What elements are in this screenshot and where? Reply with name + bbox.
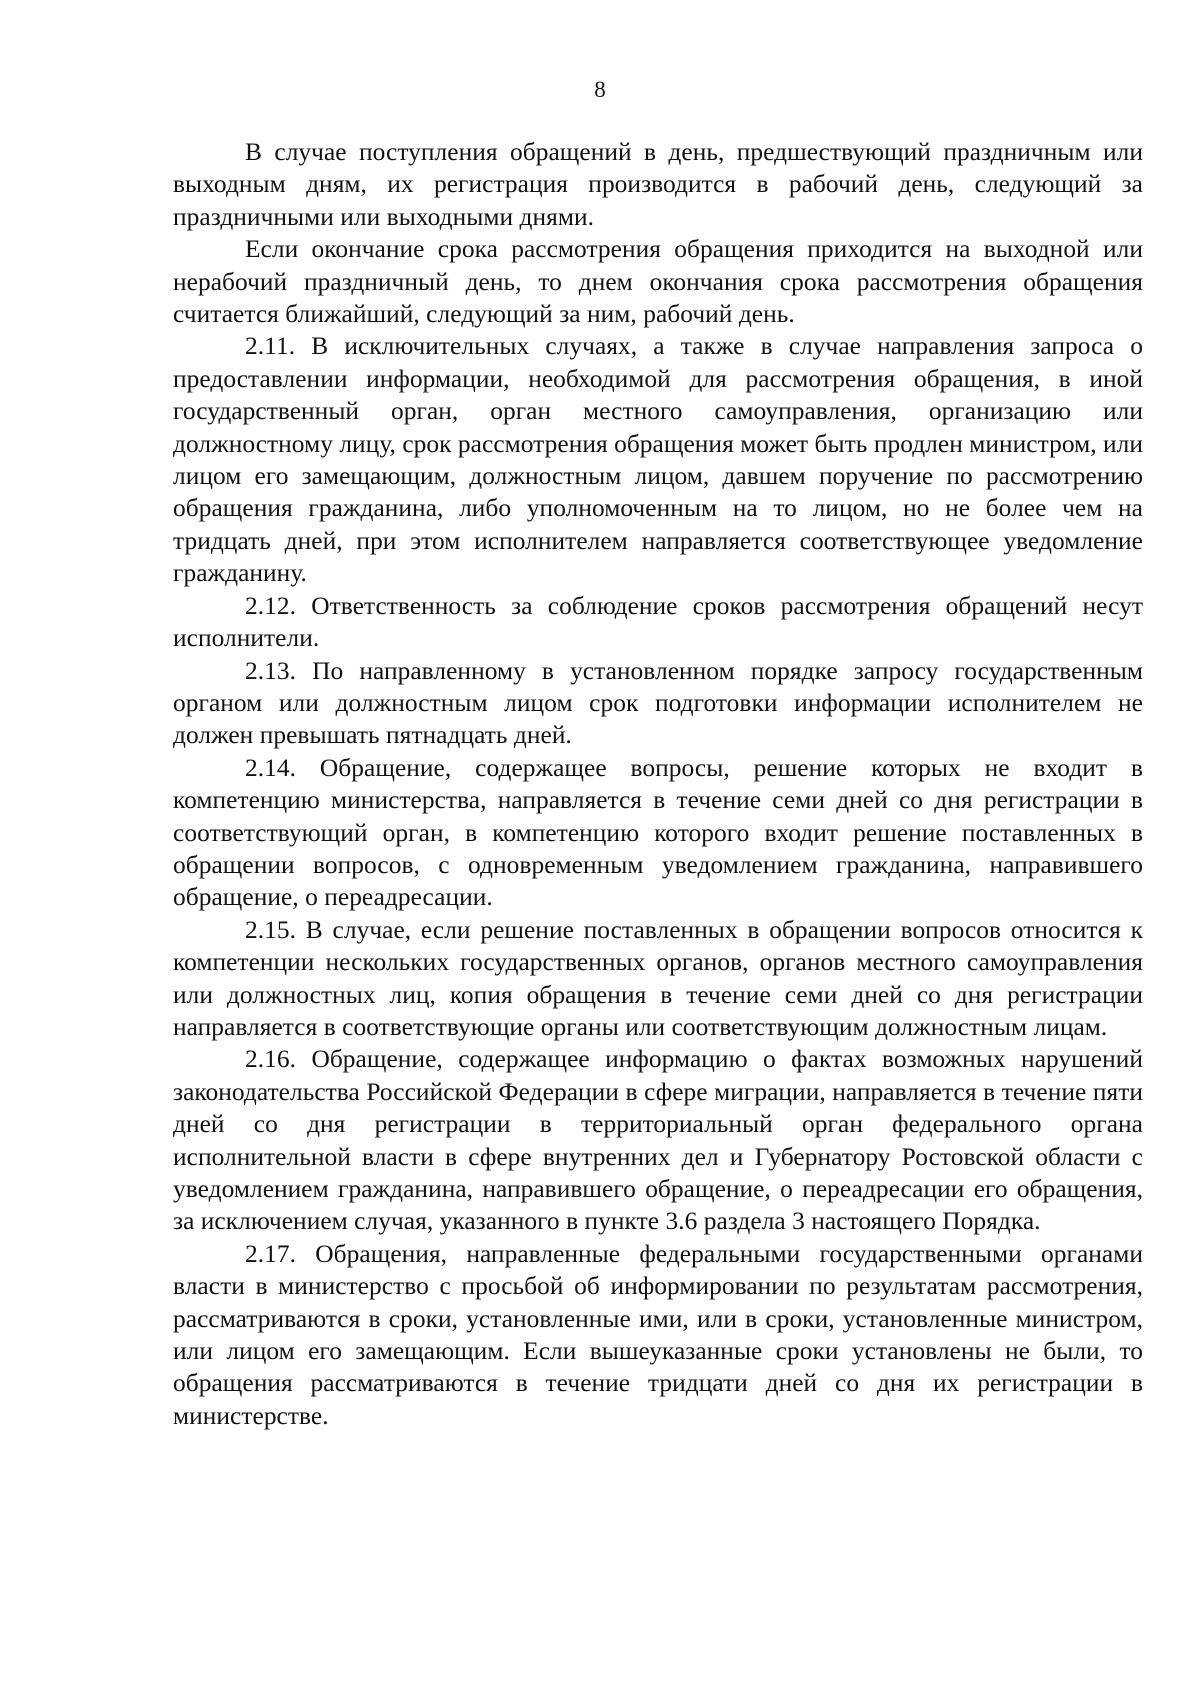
- paragraph-2-15: 2.15. В случае, если решение поставленных в обращении вопросов относится к компетенции нескольких государственных органов, органов местного самоуправления или должностных лиц, копия обращения в течение семи дней со дня регистрации направляется в соответствующие органы или соответствующим должностным лицам.: [173, 915, 1143, 1041]
- paragraph-2-13: 2.13. По направленному в установленном порядке запросу государственным органом или должностным лицом срок подготовки информации исполнителем не должен превышать пятнадцать дней.: [173, 656, 1143, 750]
- document-body: [173, 136, 1143, 1432]
- paragraph-2-12: 2.12. Ответственность за соблюдение сроков рассмотрения обращений несут исполнители.: [173, 591, 1143, 653]
- page-number: 8: [594, 77, 606, 102]
- paragraph-holiday-registration: В случае поступления обращений в день, предшествующий праздничным или выходным дням, их регистрация производится в рабочий день, следующий за праздничными или выходными днями.: [173, 138, 1143, 231]
- paragraph-2-16: 2.16. Обращение, содержащее информацию о фактах возможных нарушений законодательства Российской Федерации в сфере миграции, направляется в течение пяти дней со дня регистрации в территориальный орган федерального органа исполнительной власти в сфере внутренних дел и Губернатору Ростовской области с уведомлением гражданина, направившего обращение, о переадресации его обращения, за исключением случая, указанного в пункте 3.6 раздела 3 настоящего Порядка.: [173, 1045, 1143, 1236]
- paragraph-2-17: 2.17. Обращения, направленные федеральными государственными органами власти в министерство с просьбой об информировании по результатам рассмотрения, рассматриваются в сроки, установленные ими, или в сроки, установленные министром, или лицом его замещающим. Если вышеуказанные сроки установлены не были, то обращения рассматриваются в течение тридцати дней со дня их регистрации в министерстве.: [173, 1239, 1143, 1430]
- paragraph-2-14: 2.14. Обращение, содержащее вопросы, решение которых не входит в компетенцию министерства, направляется в течение семи дней со дня регистрации в соответствующий орган, в компетенцию которого входит решение поставленных в обращении вопросов, с одновременным уведомлением гражданина, направившего обращение, о переадресации.: [173, 753, 1143, 912]
- paragraph-deadline-weekend: Если окончание срока рассмотрения обращения приходится на выходной или нерабочий праздничный день, то днем окончания срока рассмотрения обращения считается ближайший, следующий за ним, рабочий день.: [173, 235, 1143, 329]
- paragraph-2-11: 2.11. В исключительных случаях, а также в случае направления запроса о предоставлении информации, необходимой для рассмотрения обращения, в иной государственный орган, орган местного самоуправления, организацию или должностному лицу, срок рассмотрения обращения может быть продлен министром, или лицом его замещающим, должностным лицом, давшем поручение по рассмотрению обращения гражданина, либо уполномоченным на то лицом, но не более чем на тридцать дней, при этом исполнителем направляется соответствующее уведомление гражданину.: [173, 332, 1143, 588]
